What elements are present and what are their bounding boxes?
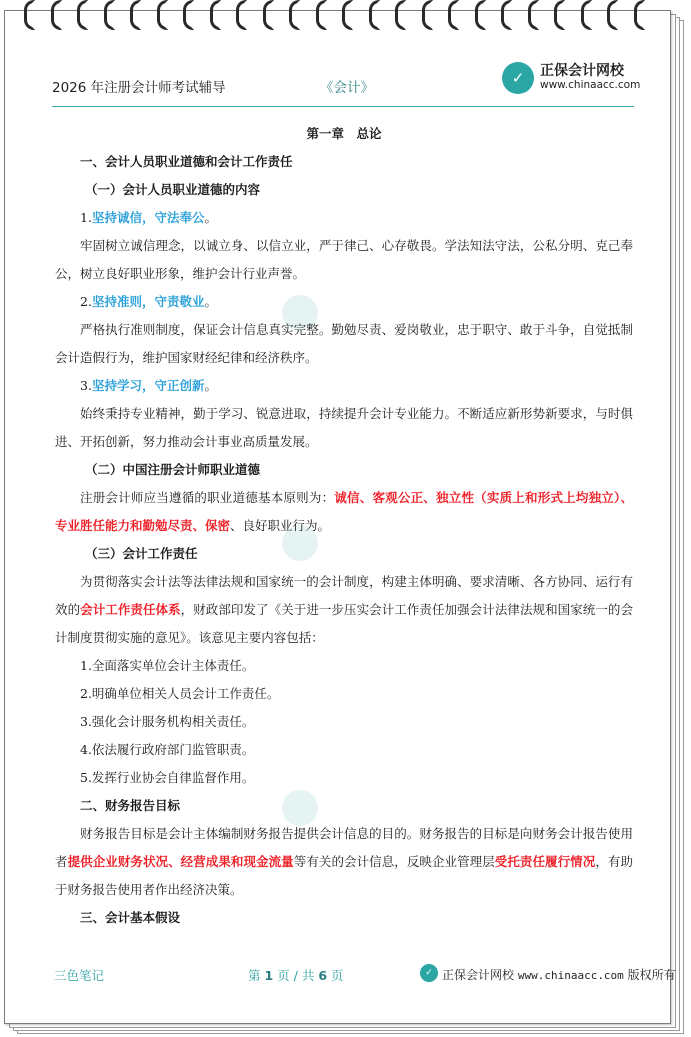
- binder-ring: [475, 0, 486, 30]
- key-phrase: 坚持准则，守责敬业: [91, 294, 205, 309]
- binder-ring: [51, 0, 62, 30]
- binder-ring: [210, 0, 221, 30]
- binder-ring: [342, 0, 353, 30]
- subject-title: 《会计》: [320, 80, 374, 96]
- binder-ring: [528, 0, 539, 30]
- paragraph: 严格执行准则制度，保证会计信息真实完整。勤勉尽责、爱岗敬业，忠于职守、敢于斗争，自觉抵制会计造假行为，维护国家财经纪律和经济秩序。: [55, 322, 633, 365]
- red-highlight: 会计工作责任体系: [80, 602, 181, 617]
- total-pages: 6: [318, 968, 328, 983]
- binder-ring: [448, 0, 459, 30]
- copyright-text: 版权所有: [627, 968, 676, 982]
- binder-ring: [634, 0, 645, 30]
- key-phrase: 坚持学习，守正创新: [91, 378, 205, 393]
- exam-title: 2026 年注册会计师考试辅导: [52, 80, 226, 96]
- red-highlight: 受托责任履行情况: [494, 854, 596, 869]
- list-item: 3.强化会计服务机构相关责任。: [80, 714, 255, 729]
- footer-brand-name: 正保会计网校: [442, 968, 515, 982]
- binder-ring: [316, 0, 327, 30]
- key-phrase: 坚持诚信，守法奉公: [91, 210, 205, 225]
- binder-ring: [77, 0, 88, 30]
- header-logo: [502, 60, 641, 96]
- binder-ring: [581, 0, 592, 30]
- red-highlight: 诚信、客观公正、独立性（实质上和形式上均独立）、专业胜任能力和勤勉尽责、保密: [55, 490, 633, 533]
- paragraph: 财务报告目标是会计主体编制财务报告提供会计信息的目的。财务报告的目标是向财务会计报告使用者提供企业财务状况、经营成果和现金流量等有关的会计信息，反映企业管理层受托责任履行情况，有助于财务报告使用者作出经济决策。: [55, 826, 633, 897]
- binder-ring: [183, 0, 194, 30]
- numbered-point: 3.坚持学习，守正创新。: [80, 378, 217, 393]
- subsection-heading: （三）会计工作责任: [85, 546, 198, 561]
- page-header: [52, 63, 641, 107]
- binder-ring: [422, 0, 433, 30]
- binder-ring: [607, 0, 618, 30]
- paragraph: 牢固树立诚信理念，以诚立身、以信立业，严于律己、心存敬畏。学法知法守法，公私分明、克己奉公，树立良好职业形象，维护会计行业声誉。: [55, 238, 633, 281]
- section-heading: 三、会计基本假设: [80, 910, 181, 925]
- logo-brand: 正保会计网校: [540, 63, 624, 79]
- paragraph: 为贯彻落实会计法等法律法规和国家统一的会计制度，构建主体明确、要求清晰、各方协同、运行有效的会计工作责任体系，财政部印发了《关于进一步压实会计工作责任加强会计法律法规和国家统一的会计制度贯彻实施的意见》。该意见主要内容包括：: [55, 574, 633, 645]
- current-page: 1: [264, 968, 274, 983]
- subsection-heading: （一）会计人员职业道德的内容: [85, 182, 261, 197]
- binder-ring: [501, 0, 512, 30]
- subsection-heading: （二）中国注册会计师职业道德: [85, 462, 261, 477]
- logo-url: www.chinaacc.com: [540, 79, 641, 91]
- binder-ring: [104, 0, 115, 30]
- document-body: [55, 120, 633, 932]
- paragraph: 始终秉持专业精神，勤于学习、锐意进取，持续提升会计专业能力。不断适应新形势新要求，与时俱进、开拓创新，努力推动会计事业高质量发展。: [55, 406, 633, 449]
- binder-ring: [369, 0, 380, 30]
- binder-ring: [289, 0, 300, 30]
- list-item: 1.全面落实单位会计主体责任。: [80, 658, 255, 673]
- page-indicator: 第 1 页 / 共 6 页: [248, 968, 344, 983]
- binder-ring: [236, 0, 247, 30]
- section-heading: 二、财务报告目标: [80, 798, 181, 813]
- section-heading: 一、会计人员职业道德和会计工作责任: [80, 154, 293, 169]
- numbered-point: 2.坚持准则，守责敬业。: [80, 294, 217, 309]
- binder-ring: [554, 0, 565, 30]
- footer-url: www.chinaacc.com: [517, 969, 624, 982]
- binder-ring: [157, 0, 168, 30]
- chapter-title: 第一章 总论: [306, 126, 382, 141]
- list-item: 5.发挥行业协会自律监督作用。: [80, 770, 255, 785]
- binder-ring: [263, 0, 274, 30]
- zhengbao-logo-icon: ✓: [420, 964, 438, 982]
- numbered-point: 1.坚持诚信，守法奉公。: [80, 210, 217, 225]
- list-item: 4.依法履行政府部门监管职责。: [80, 742, 255, 757]
- binder-ring: [130, 0, 141, 30]
- binder-rings: [0, 0, 691, 34]
- list-item: 2.明确单位相关人员会计工作责任。: [80, 686, 280, 701]
- page-footer: [52, 958, 676, 988]
- zhengbao-logo-icon: ✓: [502, 62, 534, 94]
- binder-ring: [395, 0, 406, 30]
- notes-label: 三色笔记: [54, 968, 105, 983]
- red-highlight: 提供企业财务状况、经营成果和现金流量: [67, 854, 294, 869]
- binder-ring: [24, 0, 35, 30]
- paragraph: 注册会计师应当遵循的职业道德基本原则为：诚信、客观公正、独立性（实质上和形式上均独立）、专业胜任能力和勤勉尽责、保密、良好职业行为。: [55, 490, 633, 533]
